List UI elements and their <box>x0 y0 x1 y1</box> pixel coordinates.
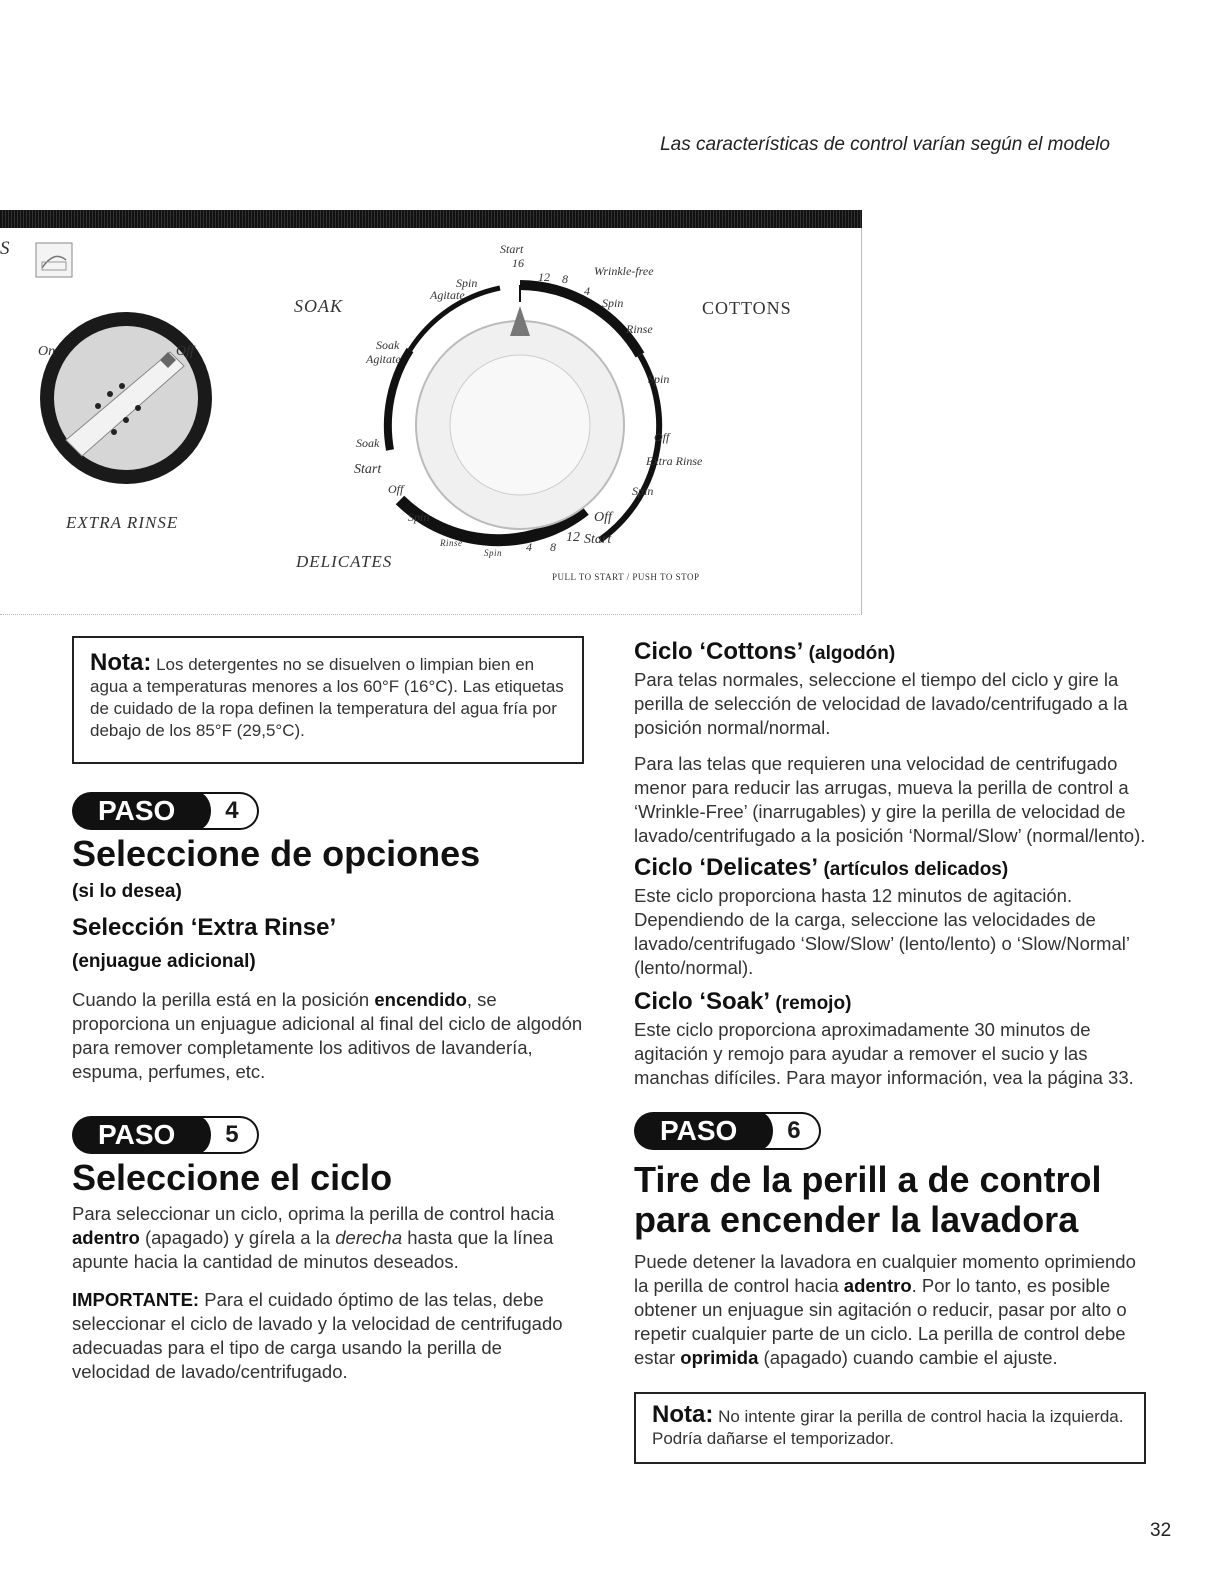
paso-word: PASO <box>72 792 197 830</box>
left-column <box>72 636 584 1384</box>
dial-4-bot: 4 <box>526 540 532 554</box>
heading-ciclo: Seleccione el ciclo <box>72 1157 393 1198</box>
paragraph-importante: IMPORTANTE: Para el cuidado óptimo de las telas, debe seleccionar el ciclo de lavado y la velocidad de centrifugado adecuadas para el tipo de carga usando la perilla de velocidad de lavado/centrifugado. <box>72 1289 563 1382</box>
paso-5-badge <box>72 1116 584 1154</box>
nota-label: Nota: <box>90 649 152 676</box>
dial-16: 16 <box>512 256 524 270</box>
paragraph-delicates: Este ciclo proporciona hasta 12 minutos de agitación. Dependiendo de la carga, seleccione las velocidades de lavado/centrifugado ‘Slow/Slow’ (lento/lento) o ‘Slow/Normal’ (lento/normal). <box>634 885 1130 978</box>
paragraph-extra-rinse: Cuando la perilla está en la posición encendido, se proporciona un enjuague adicional al final del ciclo de algodón para remover completamente los aditivos de lavandería, espuma, perfumes, etc. <box>72 989 583 1082</box>
heading-cottons: Ciclo ‘Cottons’ (algodón) <box>634 638 896 665</box>
dial-soak-1: Soak <box>376 338 400 352</box>
paso-word: PASO <box>72 1116 197 1154</box>
dial-8-top: 8 <box>562 272 568 286</box>
dial-start-c: Start <box>584 532 612 547</box>
label-partial: S <box>0 238 11 259</box>
right-column <box>634 638 1146 1464</box>
paso-word: PASO <box>634 1112 759 1150</box>
nota-label: Nota: <box>652 1401 714 1428</box>
dial-agitate-a: Agitate <box>430 288 465 302</box>
paragraph-ciclo: Para seleccionar un ciclo, oprima la perilla de control hacia adentro (apagado) y gírela a la derecha hasta que la línea apunte hacia la cantidad de minutos deseados. <box>72 1203 555 1272</box>
dial-spin-d: Spin <box>632 484 654 498</box>
subheading-enjuague: (enjuague adicional) <box>72 951 256 972</box>
dial-extra-rinse: Extra Rinse <box>646 454 703 468</box>
paso-6-badge <box>634 1112 1146 1150</box>
dial-12-bot: 12 <box>566 530 580 545</box>
paso-4-badge <box>72 792 584 830</box>
extra-rinse-knob <box>40 312 212 484</box>
dial-off-b: Off <box>388 482 404 496</box>
dial-agitate-2: Agitate <box>366 352 401 366</box>
panel-drawing <box>0 210 862 615</box>
subheading-si-lo-desea: (si lo desea) <box>72 881 182 902</box>
dial-soak-b: Soak <box>356 436 380 450</box>
dial-wrinkle-free: Wrinkle-free <box>594 264 654 278</box>
label-delicates: DELICATES <box>296 552 393 571</box>
nota-text: No intente girar la perilla de control hacia la izquierda. Podría dañarse el temporizador. <box>652 1407 1124 1448</box>
heading-extra-rinse: Selección ‘Extra Rinse’ <box>72 914 337 941</box>
nota-text: Los detergentes no se disuelven o limpian bien en agua a temperaturas menores a los 60°F (16°C). Las etiquetas de cuidado de la ropa definen la temperatura del agua fría por debajo de los 85°F (29,5°C). <box>90 655 564 740</box>
dial-8-bot: 8 <box>550 540 556 554</box>
nota-box-2 <box>634 1392 1146 1464</box>
dial-rinse-b: Rinse <box>440 538 463 548</box>
dial-spin-c: Spin <box>648 372 670 386</box>
dial-12-top: 12 <box>538 270 550 284</box>
heading-soak: Ciclo ‘Soak’ (remojo) <box>634 988 852 1015</box>
paso-number: 6 <box>759 1112 820 1150</box>
heading-opciones: Seleccione de opciones <box>72 833 481 874</box>
control-panel-illustration <box>0 210 862 615</box>
paragraph-tire: Puede detener la lavadora en cualquier momento oprimiendo la perilla de control hacia adentro. Por lo tanto, es posible obtener un enjuague sin agitación o reducir, pasar por alto o repetir cualquier parte de un ciclo. La perilla de control debe estar oprimida (apagado) cuando cambie el ajuste. <box>634 1251 1136 1368</box>
dial-off-a: Off <box>654 430 670 444</box>
dial-spin-a: Spin <box>456 276 478 290</box>
dial-start-top: Start <box>500 242 524 256</box>
label-off: Off <box>176 344 194 359</box>
heading-delicates: Ciclo ‘Delicates’ (artículos delicados) <box>634 854 1009 881</box>
paso-number: 4 <box>197 792 258 830</box>
energy-star-icon <box>36 243 72 277</box>
dial-off-c: Off <box>594 510 612 525</box>
nota-box-1 <box>72 636 584 764</box>
page-number: 32 <box>1150 1520 1172 1541</box>
paso-number: 5 <box>197 1116 258 1154</box>
label-soak: SOAK <box>294 296 343 316</box>
dial-spin-b: Spin <box>602 296 624 310</box>
header-note: Las características de control varían según el modelo <box>660 134 1110 155</box>
paragraph-soak: Este ciclo proporciona aproximadamente 30 minutos de agitación y remojo para ayudar a remover el sucio y las manchas difíciles. Para mayor información, vea la página 33. <box>634 1019 1134 1088</box>
label-pull-push: PULL TO START / PUSH TO STOP <box>552 572 700 582</box>
paragraph-cottons-1: Para telas normales, seleccione el tiempo del ciclo y gire la perilla de selección de velocidad de lavado/centrifugado a la posición normal/normal. <box>634 669 1128 738</box>
dial-spin-f: Spin <box>484 548 503 558</box>
dial-spin-e: Spin <box>408 510 430 524</box>
dial-4-top: 4 <box>584 284 590 298</box>
label-extra-rinse: EXTRA RINSE <box>66 513 179 532</box>
paragraph-cottons-2: Para las telas que requieren una velocidad de centrifugado menor para reducir las arrugas, mueva la perilla de control a ‘Wrinkle-Free’ (inarrugables) y gire la perilla de velocidad de lavado/centrifugado a la posición ‘Normal/Slow’ (normal/lento). <box>634 753 1146 846</box>
label-on: On <box>38 344 56 359</box>
dial-start-b: Start <box>354 462 382 477</box>
heading-tire: Tire de la perill a de control para encender la lavadora <box>634 1159 1102 1240</box>
label-cottons: COTTONS <box>702 298 792 318</box>
dial-rinse-a: Rinse <box>626 322 653 336</box>
